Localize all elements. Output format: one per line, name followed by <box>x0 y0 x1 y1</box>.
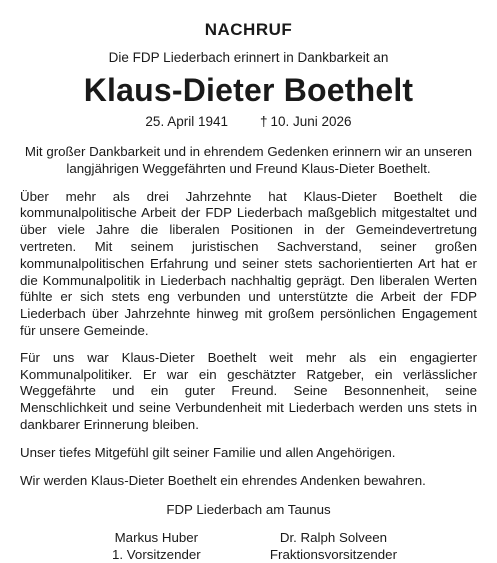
signatory-role: Fraktionsvorsitzender <box>269 546 397 562</box>
intro-line: Die FDP Liederbach erinnert in Dankbarkeit an <box>108 50 389 65</box>
signatures <box>20 530 477 563</box>
paragraph-personal: Für uns war Klaus-Dieter Boethelt weit mehr als ein engagierter Kommunalpolitiker. Er war ein geschätzter Ratgeber, ein verlässlicher Weggefährte und ein guter Freund. Seine Besonnenheit, seine Menschlichkeit und seine Verbundenheit mit Liederbach werden uns stets in dankbarer Erinnerung bleiben. <box>20 349 477 432</box>
deceased-name: Klaus-Dieter Boethelt <box>83 72 414 108</box>
paragraph-condolence: Unser tiefes Mitgefühl gilt seiner Familie und allen Angehörigen. <box>20 444 396 460</box>
signatory-1 <box>112 530 201 563</box>
paragraph-career: Über mehr als drei Jahrzehnte hat Klaus-Dieter Boethelt die kommunalpolitische Arbeit der FDP Liederbach maßgeblich mitgestaltet und über viele Jahre die liberalen Positionen in der Gemeindevertretung vertreten. Mit seinem juristischen Sachverstand, seiner großen kommunalpolitischen Erfahrung und seiner stets sachorientierten Art hat er die Kommunalpolitik in Liederbach nachhaltig geprägt. Den liberalen Werten fühlte er sich stets eng verbunden und unterstützte die Arbeit der FDP Liederbach über Jahrzehnte hinweg mit großem persönlichen Engagement für unsere Gemeinde. <box>20 188 477 338</box>
signatory-name: Dr. Ralph Solveen <box>279 530 388 546</box>
heading: NACHRUF <box>204 20 293 39</box>
signatory-role: 1. Vorsitzender <box>112 546 201 562</box>
life-dates <box>20 114 477 130</box>
signatory-name: Markus Huber <box>114 530 199 546</box>
birth-date: 25. April 1941 <box>145 114 228 129</box>
paragraph-memory: Wir werden Klaus-Dieter Boethelt ein ehrendes Andenken bewahren. <box>20 472 426 488</box>
death-date: 10. Juni 2026 <box>270 114 352 129</box>
cross-icon: † <box>259 114 268 129</box>
organization-name: FDP Liederbach am Taunus <box>166 502 331 518</box>
signatory-2 <box>270 530 397 563</box>
death-date-group <box>260 114 352 130</box>
paragraph-opening: Mit großer Dankbarkeit und in ehrendem Gedenken erinnern wir an unseren langjährigen Weggefährten und Freund Klaus-Dieter Boethelt. <box>24 144 473 176</box>
